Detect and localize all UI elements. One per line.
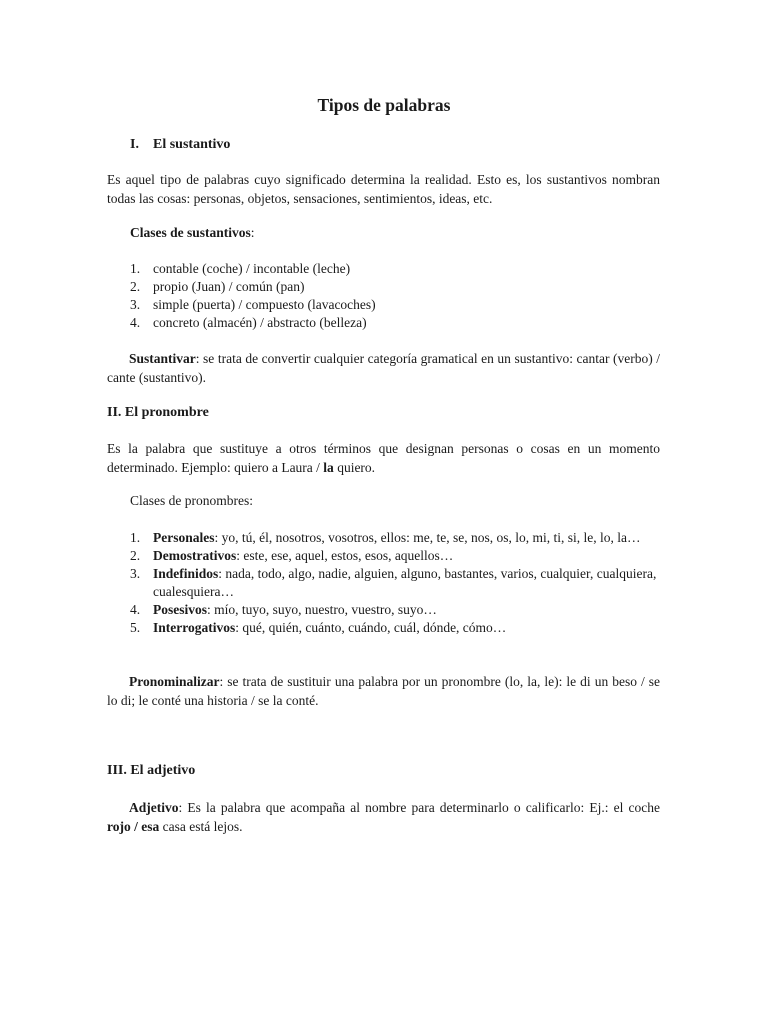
pronoun-classes-list (130, 529, 660, 637)
sustantivar-term: Sustantivar (129, 351, 196, 366)
list-item-term: Interrogativos (153, 620, 236, 635)
list-number: 3. (130, 566, 141, 581)
pronoun-classes-label: Clases de pronombres: (130, 493, 253, 508)
adjetivo-paragraph (107, 798, 660, 836)
list-item (130, 529, 660, 547)
list-number: 1. (130, 530, 141, 545)
list-number: 1. (130, 261, 141, 276)
list-item-text: : este, ese, aquel, estos, esos, aquellos… (236, 548, 454, 563)
list-number: 3. (130, 297, 141, 312)
adjetivo-term: Adjetivo (129, 800, 179, 815)
list-item (130, 547, 660, 565)
list-item-text: simple (puerta) / compuesto (lavacoches) (153, 297, 376, 312)
section-2-intro (107, 439, 660, 477)
section-2-intro-bold: la (323, 460, 334, 475)
section-1-intro: Es aquel tipo de palabras cuyo significado determina la realidad. Esto es, los sustantivos nombran todas las cosas: personas, objetos, sensaciones, sentimientos, ideas, etc. (107, 172, 660, 206)
list-item-term: Personales (153, 530, 215, 545)
list-item-text: concreto (almacén) / abstracto (belleza) (153, 315, 367, 330)
section-2-intro-text: Es la palabra que sustituye a otros términos que designan personas o cosas en un momento determinado. Ejemplo: quiero a Laura / (107, 441, 660, 475)
section-3-heading: III. El adjetivo (107, 763, 196, 778)
section-1-heading (130, 136, 230, 154)
section-1-roman: I. (130, 137, 139, 152)
sustantivar-paragraph (107, 349, 660, 387)
page-title: Tipos de palabras (317, 95, 451, 115)
list-item-text: contable (coche) / incontable (leche) (153, 261, 351, 276)
noun-classes-colon: : (250, 225, 255, 240)
section-2-intro-end: quiero. (333, 460, 376, 475)
list-item (130, 260, 660, 278)
pronominalizar-term: Pronominalizar (129, 674, 220, 689)
adjetivo-example-bold: rojo / esa (107, 819, 160, 834)
list-item-text: : yo, tú, él, nosotros, vosotros, ellos: me, te, se, nos, os, lo, mi, ti, si, le, lo, la… (214, 530, 641, 545)
list-item-term: Demostrativos (153, 548, 237, 563)
noun-classes-label: Clases de sustantivos (130, 225, 251, 240)
adjetivo-end: casa está lejos. (159, 819, 243, 834)
list-number: 2. (130, 548, 141, 563)
section-1-title: El sustantivo (153, 137, 231, 152)
list-item (130, 314, 660, 332)
noun-classes-list (130, 260, 660, 332)
section-2-heading: II. El pronombre (107, 405, 209, 420)
list-item (130, 619, 660, 637)
list-item-term: Posesivos (153, 602, 207, 617)
list-item (130, 278, 660, 296)
noun-classes-label-row (130, 224, 255, 242)
list-item-text: : qué, quién, cuánto, cuándo, cuál, dónde, cómo… (235, 620, 507, 635)
list-item-term: Indefinidos (153, 566, 219, 581)
list-number: 5. (130, 620, 141, 635)
adjetivo-text: : Es la palabra que acompaña al nombre para determinarlo o calificarlo: Ej.: el coche (178, 800, 660, 815)
list-number: 4. (130, 602, 141, 617)
list-item (130, 296, 660, 314)
list-item-text: : mío, tuyo, suyo, nuestro, vuestro, suyo… (207, 602, 437, 617)
list-item (130, 565, 660, 601)
list-item (130, 601, 660, 619)
pronominalizar-text: : se trata de sustituir una palabra por un pronombre (lo, la, le): le di un beso / se lo di; le conté una historia / se la conté. (107, 674, 660, 708)
pronominalizar-paragraph (107, 672, 660, 710)
list-number: 4. (130, 315, 141, 330)
sustantivar-text: : se trata de convertir cualquier categoría gramatical en un sustantivo: cantar (verbo) / cante (sustantivo). (107, 351, 660, 385)
list-number: 2. (130, 279, 141, 294)
list-item-text: : nada, todo, algo, nadie, alguien, alguno, bastantes, varios, cualquier, cualquiera, cualesquiera… (153, 566, 657, 599)
list-item-text: propio (Juan) / común (pan) (153, 279, 305, 294)
